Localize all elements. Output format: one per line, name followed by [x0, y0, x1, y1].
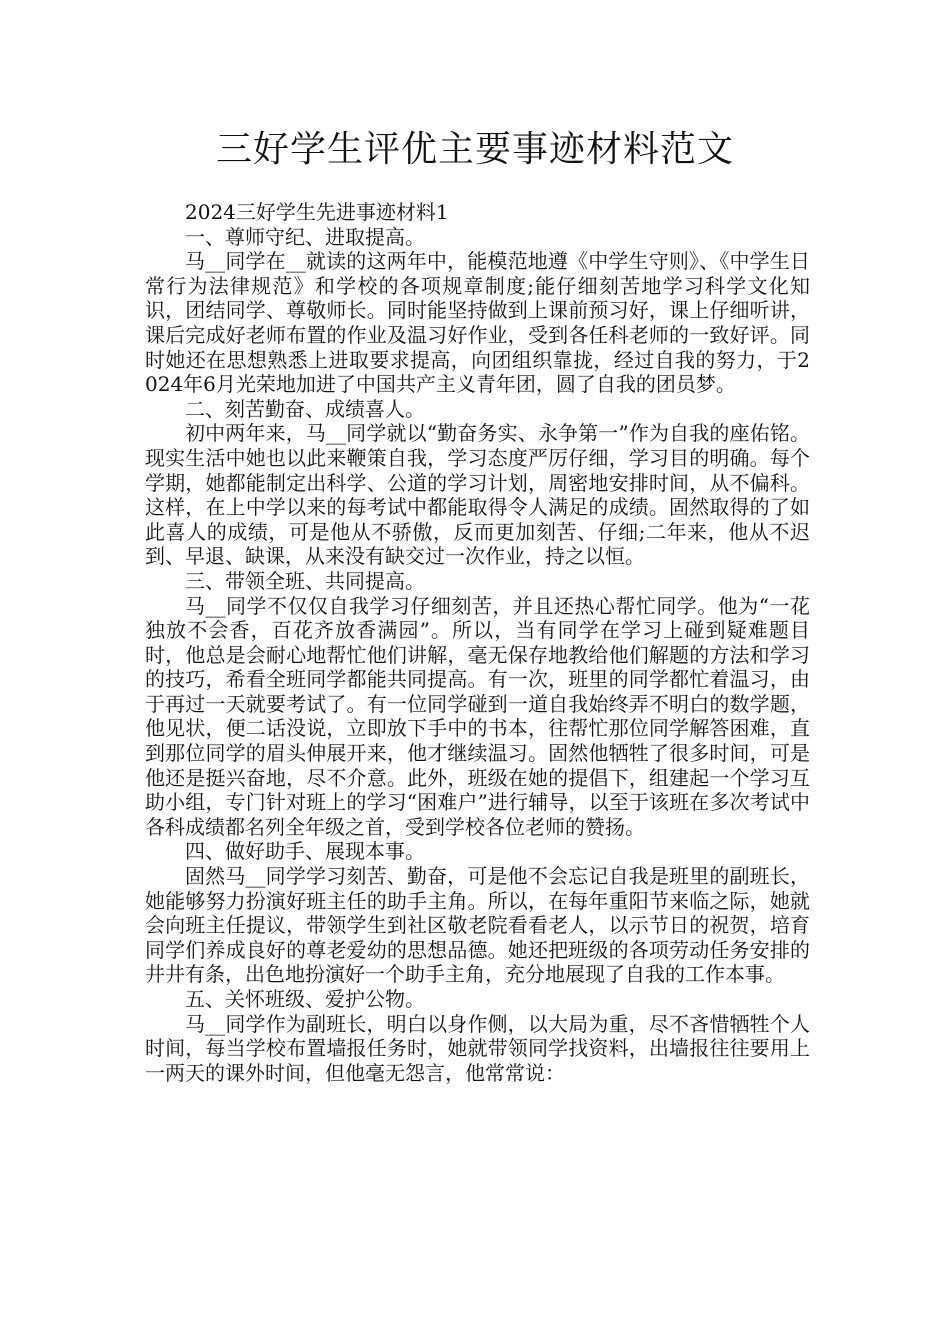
- paragraph: 马__同学不仅仅自我学习仔细刻苦，并且还热心帮忙同学。他为“一花独放不会香，百花齐放香满园”。所以，当有同学在学习上碰到疑难题目时，他总是会耐心地帮忙他们讲解，毫无保存地教给他们解题的方法和学习的技巧，希看全班同学都能共同提高。有一次，班里的同学都忙着温习，由于再过一天就要考试了。有一位同学碰到一道自我始终弄不明白的数学题，他见状，便二话没说，立即放下手中的书本，往帮忙那位同学解答困难，直到那位同学的眉头伸展开来，他才继续温习。固然他牺牲了很多时间，可是他还是挺兴奋地，尽不介意。此外，班级在她的提倡下，组建起一个学习互助小组，专门针对班上的学习“困难户”进行辅导，以至于该班在多次考试中各科成绩都名列全年级之首，受到学校各位老师的赞扬。: [145, 593, 810, 839]
- paragraph: 马__同学在__就读的这两年中，能模范地遵《中学生守则》、《中学生日常行为法律规范》和学校的各项规章制度;能仔细刻苦地学习科学文化知识，团结同学、尊敬师长。同时能坚持做到上课前预习好，课上仔细听讲，课后完成好老师布置的作业及温习好作业，受到各任科老师的一致好评。同时她还在思想熟悉上进取要求提高，向团组织靠拢，经过自我的努力，于2024年6月光荣地加进了中国共产主义青年团，圆了自我的团员梦。: [145, 249, 810, 397]
- paragraph: 马__同学作为副班长，明白以身作侧，以大局为重，尽不吝惜牺牲个人时间，每当学校布置墙报任务时，她就带领同学找资料，出墙报往往要用上一两天的课外时间，但他毫无怨言，他常常说：: [145, 1011, 810, 1085]
- paragraph: 初中两年来，马__同学就以“勤奋务实、永争第一”作为自我的座佑铭。现实生活中她也以此来鞭策自我，学习态度严厉仔细，学习目的明确。每个学期，她都能制定出科学、公道的学习计划，周密地安排时间，从不偏科。这样，在上中学以来的每考试中都能取得令人满足的成绩。固然取得的了如此喜人的成绩，可是他从不骄傲，反而更加刻苦、仔细;二年来，他从不迟到、早退、缺课，从来没有缺交过一次作业，持之以恒。: [145, 421, 810, 569]
- document-body: [145, 200, 810, 1085]
- section-heading-4: 四、做好助手、展现本事。: [185, 839, 425, 864]
- document-title: 三好学生评优主要事迹材料范文: [215, 129, 734, 170]
- paragraph-subtitle: 2024三好学生先进事迹材料1: [185, 200, 449, 224]
- section-heading-2: 二、刻苦勤奋、成绩喜人。: [185, 396, 425, 421]
- section-heading-5: 五、关怀班级、爱护公物。: [185, 987, 425, 1011]
- section-heading-1: 一、尊师守纪、进取提高。: [185, 224, 425, 249]
- paragraph: 固然马__同学学习刻苦、勤奋，可是他不会忘记自我是班里的副班长，她能够努力扮演好班主任的助手主角。所以，在每年重阳节来临之际，她就会向班主任提议，带领学生到社区敬老院看看老人，以示节日的祝贺，培育同学们养成良好的尊老爱幼的思想品德。她还把班级的各项劳动任务安排的井井有条，出色地扮演好一个助手主角，充分地展现了自我的工作本事。: [145, 864, 810, 987]
- section-heading-3: 三、带领全班、共同提高。: [185, 568, 425, 593]
